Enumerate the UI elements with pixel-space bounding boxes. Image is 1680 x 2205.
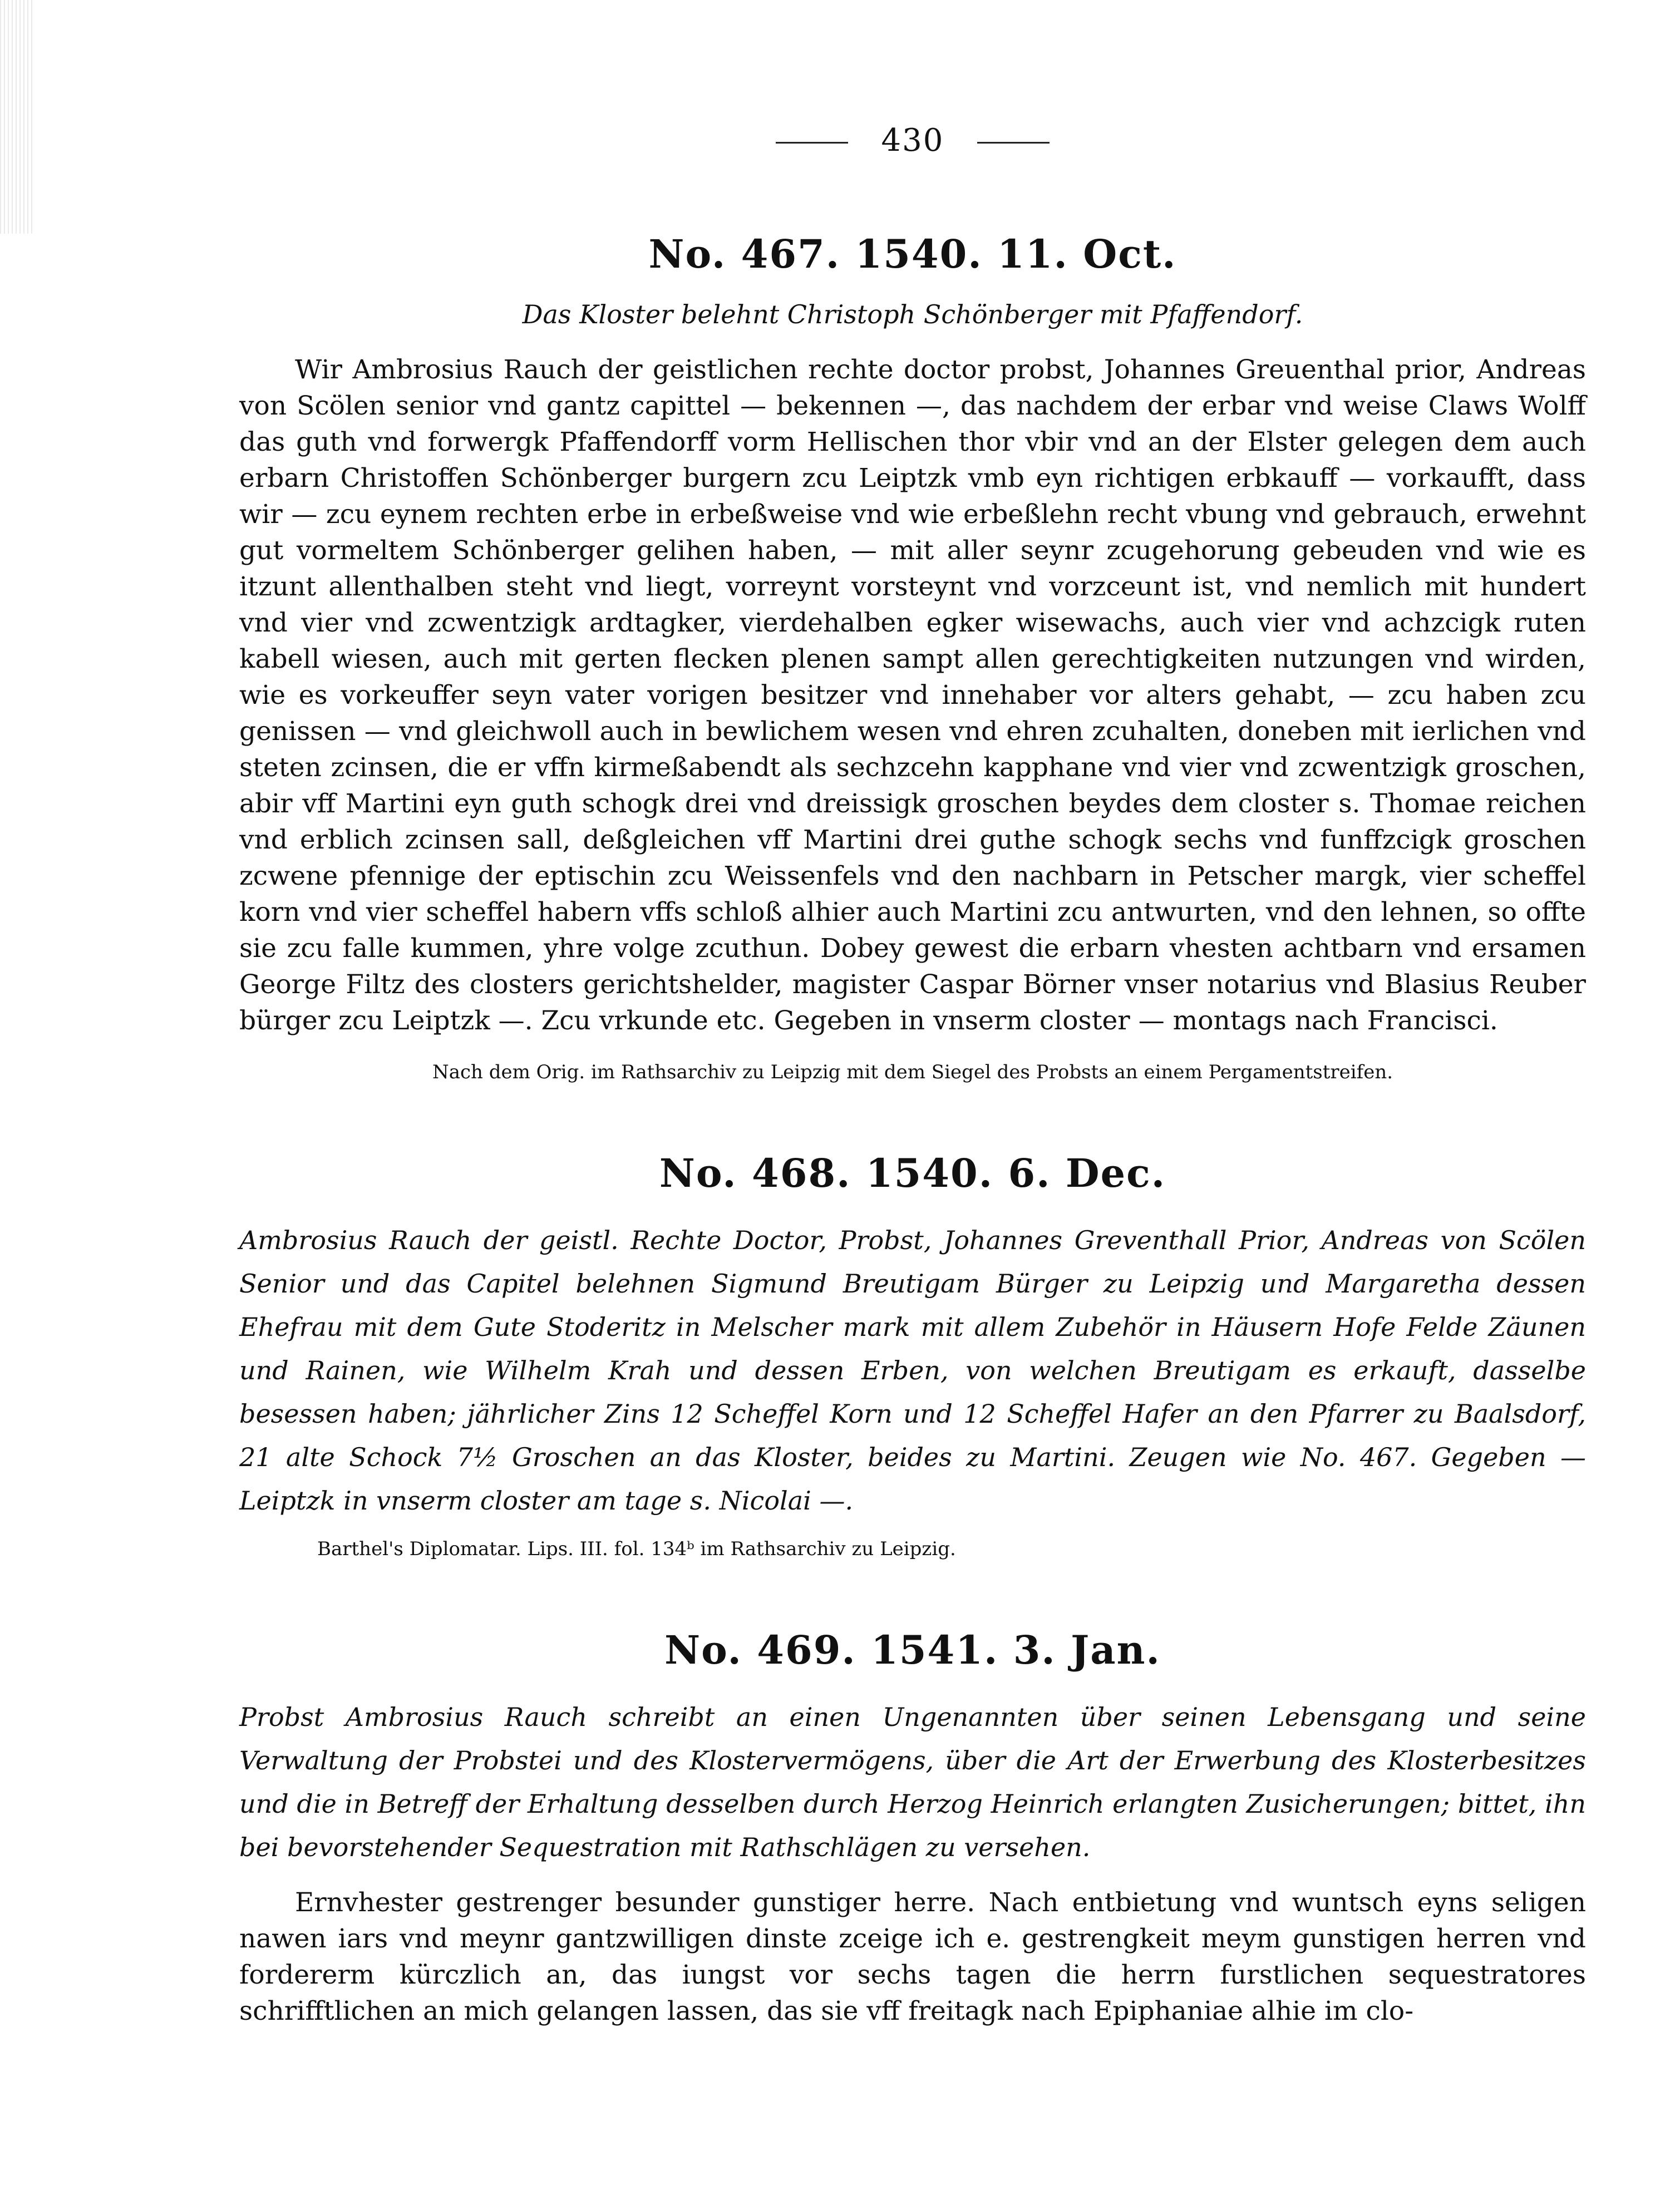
document-regest: Das Kloster belehnt Christoph Schönberger mit Pfaffendorf.: [522, 299, 1303, 329]
document-source: Nach dem Orig. im Rathsarchiv zu Leipzig mit dem Siegel des Probsts an einem Pergamentstreifen.: [432, 1061, 1393, 1083]
page-number: 430: [881, 122, 944, 159]
document-468: [239, 1150, 1586, 1560]
scan-margin-artifact: [0, 0, 33, 234]
document-heading: No. 467. 1540. 11. Oct.: [648, 231, 1177, 277]
document-heading: No. 468. 1540. 6. Dec.: [659, 1150, 1166, 1196]
document-source: Barthel's Diplomatar. Lips. III. fol. 134ᵇ im Rathsarchiv zu Leipzig.: [317, 1538, 956, 1560]
document-regest: Probst Ambrosius Rauch schreibt an einen Ungenannten über seinen Lebensgang und seine Verwaltung der Probstei und des Klostervermögens, über die Art der Erwerbung des Klosterbesitzes und die in Betreff der Erhaltung desselben durch Herzog Heinrich erlangten Zusicherungen; bittet, ihn bei bevorstehender Sequestration mit Rathschlägen zu versehen.: [239, 1702, 1586, 1862]
document-body: Ernvhester gestrenger besunder gunstiger herre. Nach entbietung vnd wuntsch eyns seligen nawen iars vnd meynr gantzwilligen dinste zceige ich e. gestrengkeit meym gunstigen herren vnd fordererm kürczlich an, das iungst vor sechs tagen die herrn furstlichen sequestratores schrifftlichen an mich gelangen lassen, das sie vff freitagk nach Epiphaniae alhie im clo-: [239, 1887, 1586, 2026]
dash-left: [776, 142, 848, 144]
document-body: Wir Ambrosius Rauch der geistlichen rechte doctor probst, Johannes Greuenthal prior, Andreas von Scölen senior vnd gantz capittel — bekennen —, das nachdem der erbar vnd weise Claws Wolff das guth vnd forwergk Pfaffendorff vorm Hellischen thor vbir vnd an der Elster gelegen dem auch erbarn Christoffen Schönberger burgern zcu Leiptzk vmb eyn richtigen erbkauff — vorkaufft, dass wir — zcu eynem rechten erbe in erbeßweise vnd wie erbeßlehn recht vbung vnd gebrauch, erwehnt gut vormeltem Schönberger gelihen haben, — mit aller seynr zcugehorung gebeuden vnd wie es itzunt allenthalben steht vnd liegt, vorreynt vorsteynt vnd vorzceunt ist, vnd nemlich mit hundert vnd vier vnd zcwentzigk ardtagker, vierdehalben egker wisewachs, auch vier vnd achzcigk ruten kabell wiesen, auch mit gerten flecken plenen sampt allen gerechtigkeiten nutzungen vnd wirden, wie es vorkeuffer seyn vater vorigen besitzer vnd innehaber vor alters gehabt, — zcu haben zcu genissen — vnd gleichwoll auch in bewlichem wesen vnd ehren zcuhalten, doneben mit ierlichen vnd steten zcinsen, die er vffn kirmeßabendt als sechzcehn kapphane vnd vier vnd zcwentzigk groschen, abir vff Martini eyn guth schogk drei vnd dreissigk groschen beydes dem closter s. Thomae reichen vnd erblich zcinsen sall, deßgleichen vff Martini drei guthe schogk sechs vnd funffzcigk groschen zcwene pfennige der eptischin zcu Weissenfels vnd den nachbarn in Petscher margk, vier scheffel korn vnd vier scheffel habern vffs schloß alhier auch Martini zcu antwurten, vnd den lehnen, so offte sie zcu falle kummen, yhre volge zcuthun. Dobey gewest die erbarn vhesten achtbarn vnd ersamen George Filtz des closters gerichtshelder, magister Caspar Börner vnser notarius vnd Blasius Reuber bürger zcu Leiptzk —. Zcu vrkunde etc. Gegeben in vnserm closter — montags nach Francisci.: [239, 354, 1586, 1036]
document-467: [239, 231, 1586, 1083]
document-page: [239, 122, 1586, 2051]
document-regest: Ambrosius Rauch der geistl. Rechte Doctor, Probst, Johannes Greventhall Prior, Andreas von Scölen Senior und das Capitel belehnen Sigmund Breutigam Bürger zu Leipzig und Margaretha dessen Ehefrau mit dem Gute Stoderitz in Melscher mark mit allem Zubehör in Häusern Hofe Felde Zäunen und Rainen, wie Wilhelm Krah und dessen Erben, von welchen Breutigam es erkauft, dasselbe besessen haben; jährlicher Zins 12 Scheffel Korn und 12 Scheffel Hafer an den Pfarrer zu Baalsdorf, 21 alte Schock 7½ Groschen an das Kloster, beides zu Martini. Zeugen wie No. 467. Gegeben — Leiptzk in vnserm closter am tage s. Nicolai —.: [239, 1225, 1586, 1516]
document-heading: No. 469. 1541. 3. Jan.: [664, 1627, 1161, 1673]
dash-right: [977, 142, 1050, 144]
page-number-line: [239, 122, 1586, 159]
document-469: [239, 1627, 1586, 2029]
